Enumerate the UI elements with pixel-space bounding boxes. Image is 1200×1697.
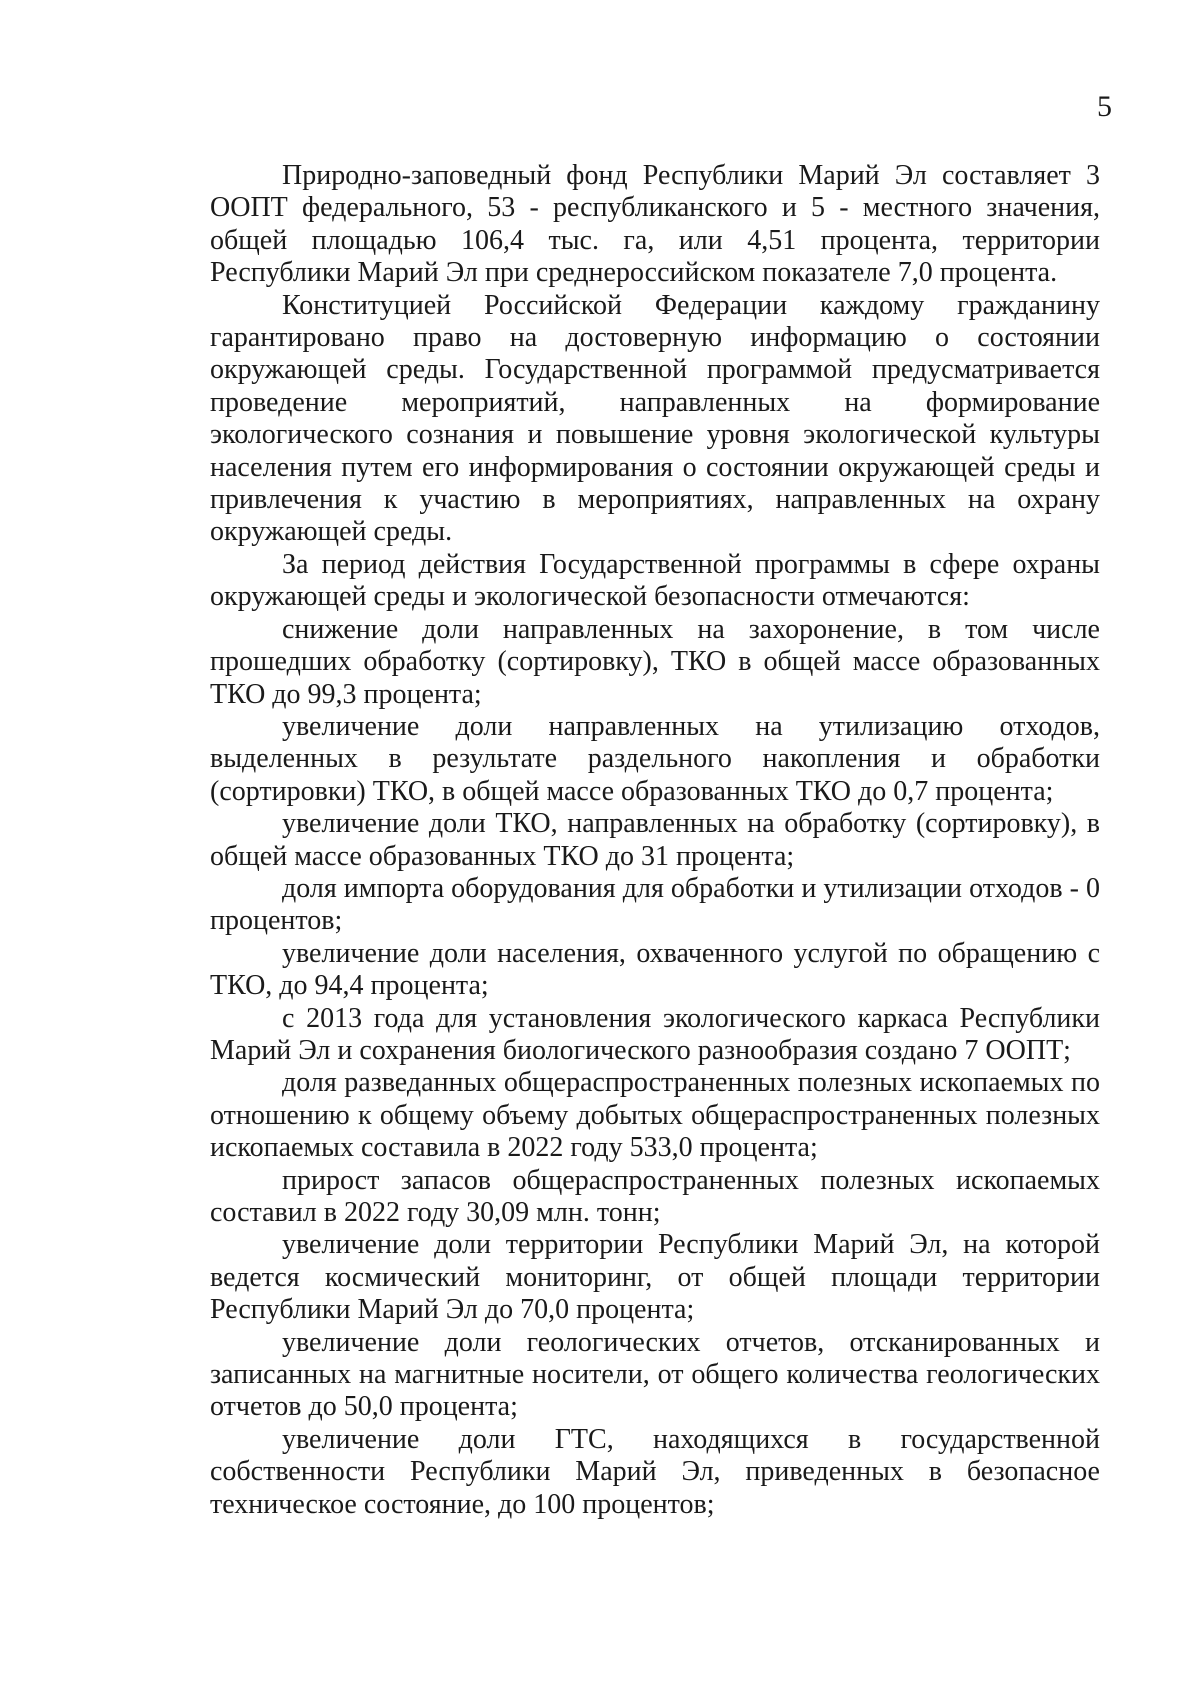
list-item: увеличение доли направленных на утилизацию отходов, выделенных в результате раздельного накопления и обработки (сортировки) ТКО, в общей массе образованных ТКО до 0,7 процента; — [210, 710, 1100, 807]
list-item: доля импорта оборудования для обработки и утилизации отходов - 0 процентов; — [210, 872, 1100, 937]
list-item: увеличение доли территории Республики Марий Эл, на которой ведется космический мониторинг, от общей площади территории Республики Марий Эл до 70,0 процента; — [210, 1229, 1100, 1326]
paragraph-program-results-intro: За период действия Государственной программы в сфере охраны окружающей среды и экологической безопасности отмечаются: — [210, 548, 1100, 613]
list-item: снижение доли направленных на захоронение, в том числе прошедших обработку (сортировку), ТКО в общей массе образованных ТКО до 99,3 процента; — [210, 613, 1100, 710]
list-item: доля разведанных общераспространенных полезных ископаемых по отношению к общему объему добытых общераспространенных полезных ископаемых составила в 2022 году 533,0 процента; — [210, 1067, 1100, 1164]
list-item: увеличение доли населения, охваченного услугой по обращению с ТКО, до 94,4 процента; — [210, 937, 1100, 1002]
list-item: увеличение доли ГТС, находящихся в государственной собственности Республики Марий Эл, приведенных в безопасное техническое состояние, до 100 процентов; — [210, 1423, 1100, 1520]
list-item: прирост запасов общераспространенных полезных ископаемых составил в 2022 году 30,09 млн. тонн; — [210, 1164, 1100, 1228]
paragraph-protected-areas: Природно-заповедный фонд Республики Марий Эл составляет 3 ООПТ федерального, 53 - республиканского и 5 - местного значения, общей площадью 106,4 тыс. га, или 4,51 процента, территории Республики Марий Эл при среднероссийском показателе 7,0 процента. — [210, 160, 1100, 289]
list-item: увеличение доли ТКО, направленных на обработку (сортировку), в общей массе образованных ТКО до 31 процента; — [210, 808, 1100, 872]
document-body — [210, 160, 1100, 1521]
paragraph-constitution-right: Конституцией Российской Федерации каждому гражданину гарантировано право на достоверную информацию о состоянии окружающей среды. Государственной программой предусматривается проведение мероприятий, направленных на формирование экологического сознания и повышение уровня экологической культуры населения путем его информирования о состоянии окружающей среды и привлечения к участию в мероприятиях, направленных на охрану окружающей среды. — [210, 289, 1100, 548]
list-item: с 2013 года для установления экологического каркаса Республики Марий Эл и сохранения биологического разнообразия создано 7 ООПТ; — [210, 1002, 1100, 1066]
page-number: 5 — [1097, 90, 1112, 123]
list-item: увеличение доли геологических отчетов, отсканированных и записанных на магнитные носители, от общего количества геологических отчетов до 50,0 процента; — [210, 1326, 1100, 1423]
